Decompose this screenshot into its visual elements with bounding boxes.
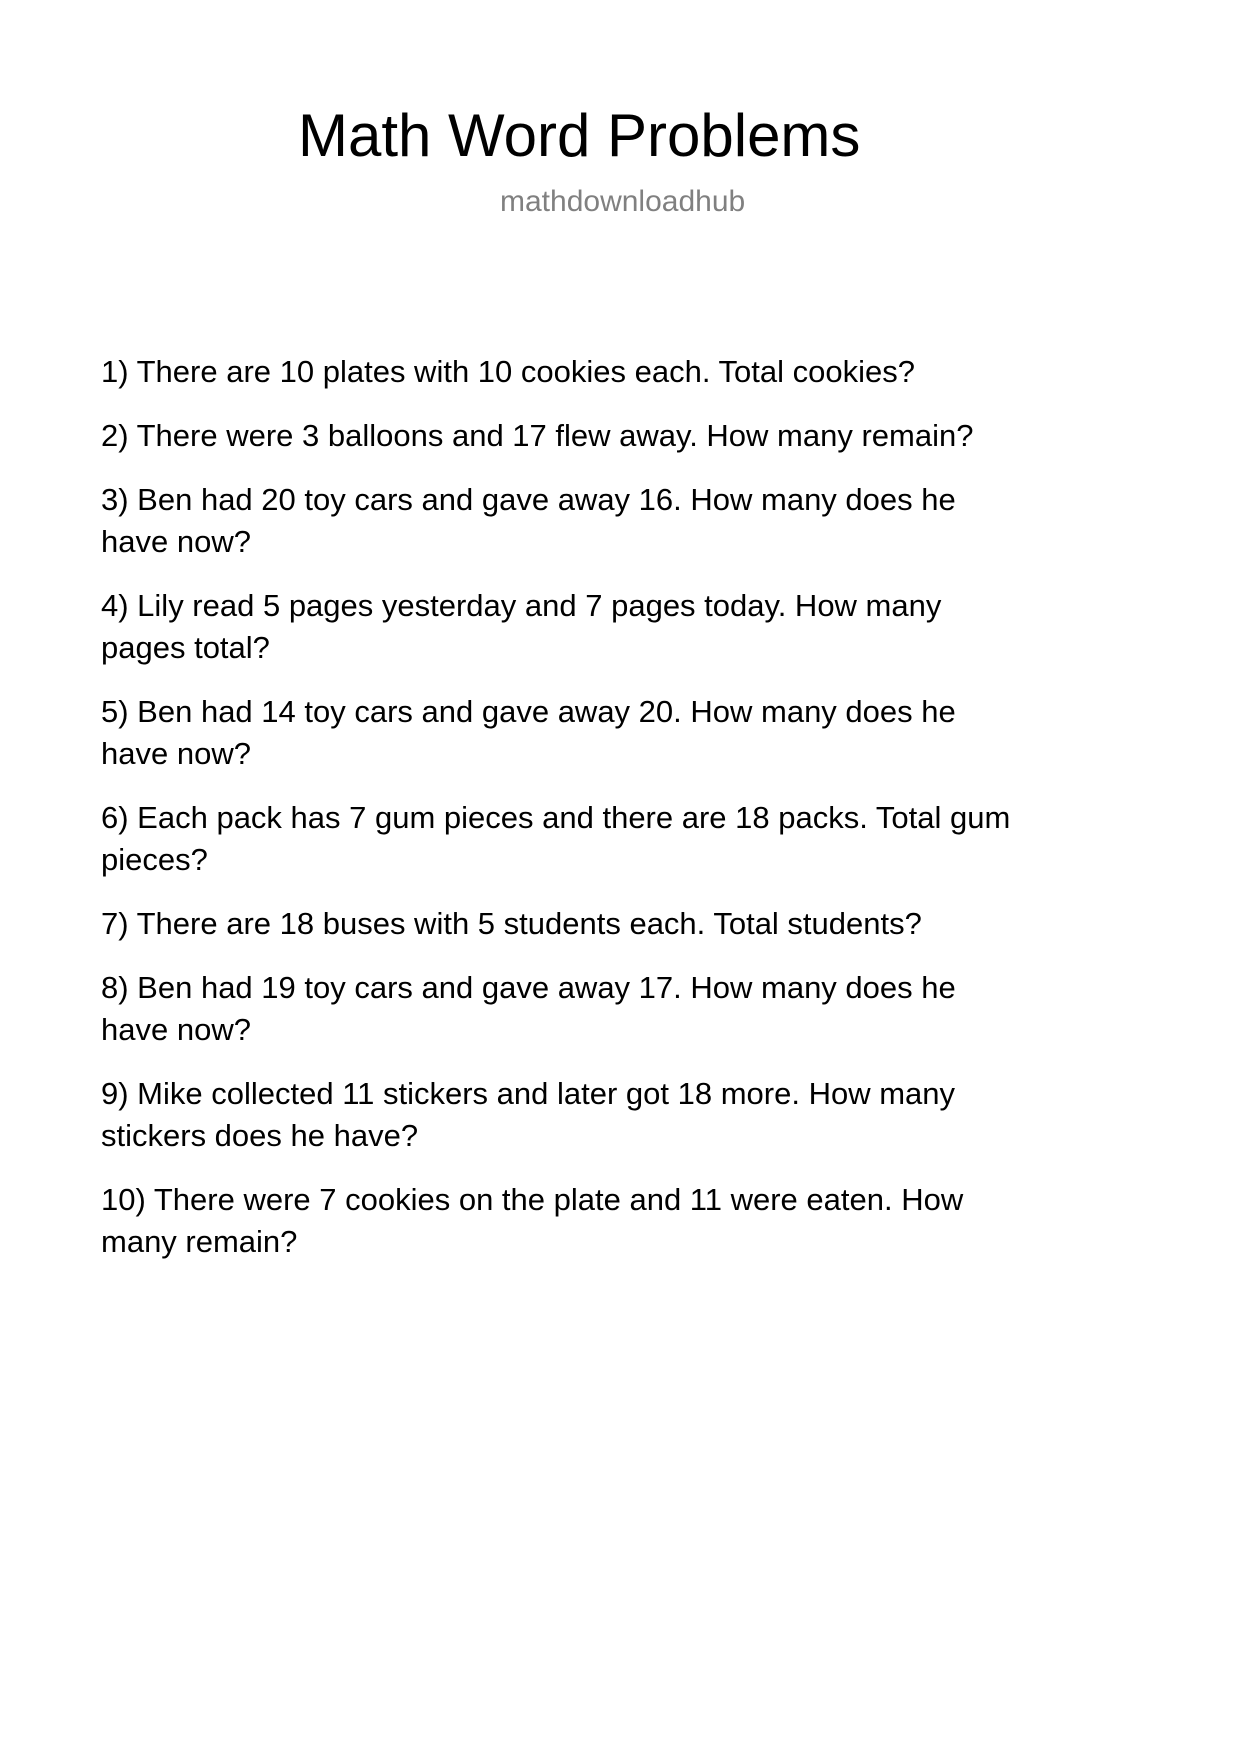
problem-line: 2) There were 3 balloons and 17 flew away. How many remain?: [101, 418, 974, 453]
problem-line: 6) Each pack has 7 gum pieces and there are 18 packs. Total gum: [101, 800, 1011, 835]
problem-item-5: [101, 691, 1161, 775]
problem-line: many remain?: [101, 1224, 298, 1259]
page-title: Math Word Problems: [298, 102, 861, 169]
problem-item-10: [101, 1179, 1161, 1263]
problem-item-8: [101, 967, 1161, 1051]
problem-line: have now?: [101, 524, 251, 559]
page-subtitle: mathdownloadhub: [500, 185, 746, 218]
problem-line: stickers does he have?: [101, 1118, 419, 1153]
problem-item-3: [101, 479, 1161, 563]
problem-item-1: [101, 351, 1161, 393]
problem-item-2: [101, 415, 1161, 457]
problem-item-4: [101, 585, 1161, 669]
problem-line: 10) There were 7 cookies on the plate and 11 were eaten. How: [101, 1182, 964, 1217]
problem-line: 3) Ben had 20 toy cars and gave away 16. How many does he: [101, 482, 956, 517]
problem-line: 1) There are 10 plates with 10 cookies each. Total cookies?: [101, 354, 915, 389]
problem-line: 7) There are 18 buses with 5 students each. Total students?: [101, 906, 922, 941]
problem-line: 5) Ben had 14 toy cars and gave away 20. How many does he: [101, 694, 956, 729]
problem-item-7: [101, 903, 1161, 945]
problem-item-6: [101, 797, 1161, 881]
problem-line: pieces?: [101, 842, 208, 877]
problem-line: 8) Ben had 19 toy cars and gave away 17. How many does he: [101, 970, 956, 1005]
problem-item-9: [101, 1073, 1161, 1157]
problem-line: 4) Lily read 5 pages yesterday and 7 pages today. How many: [101, 588, 942, 623]
problem-line: have now?: [101, 1012, 251, 1047]
problem-line: 9) Mike collected 11 stickers and later got 18 more. How many: [101, 1076, 956, 1111]
problem-list: [101, 351, 1161, 1285]
problem-line: pages total?: [101, 630, 270, 665]
problem-line: have now?: [101, 736, 251, 771]
